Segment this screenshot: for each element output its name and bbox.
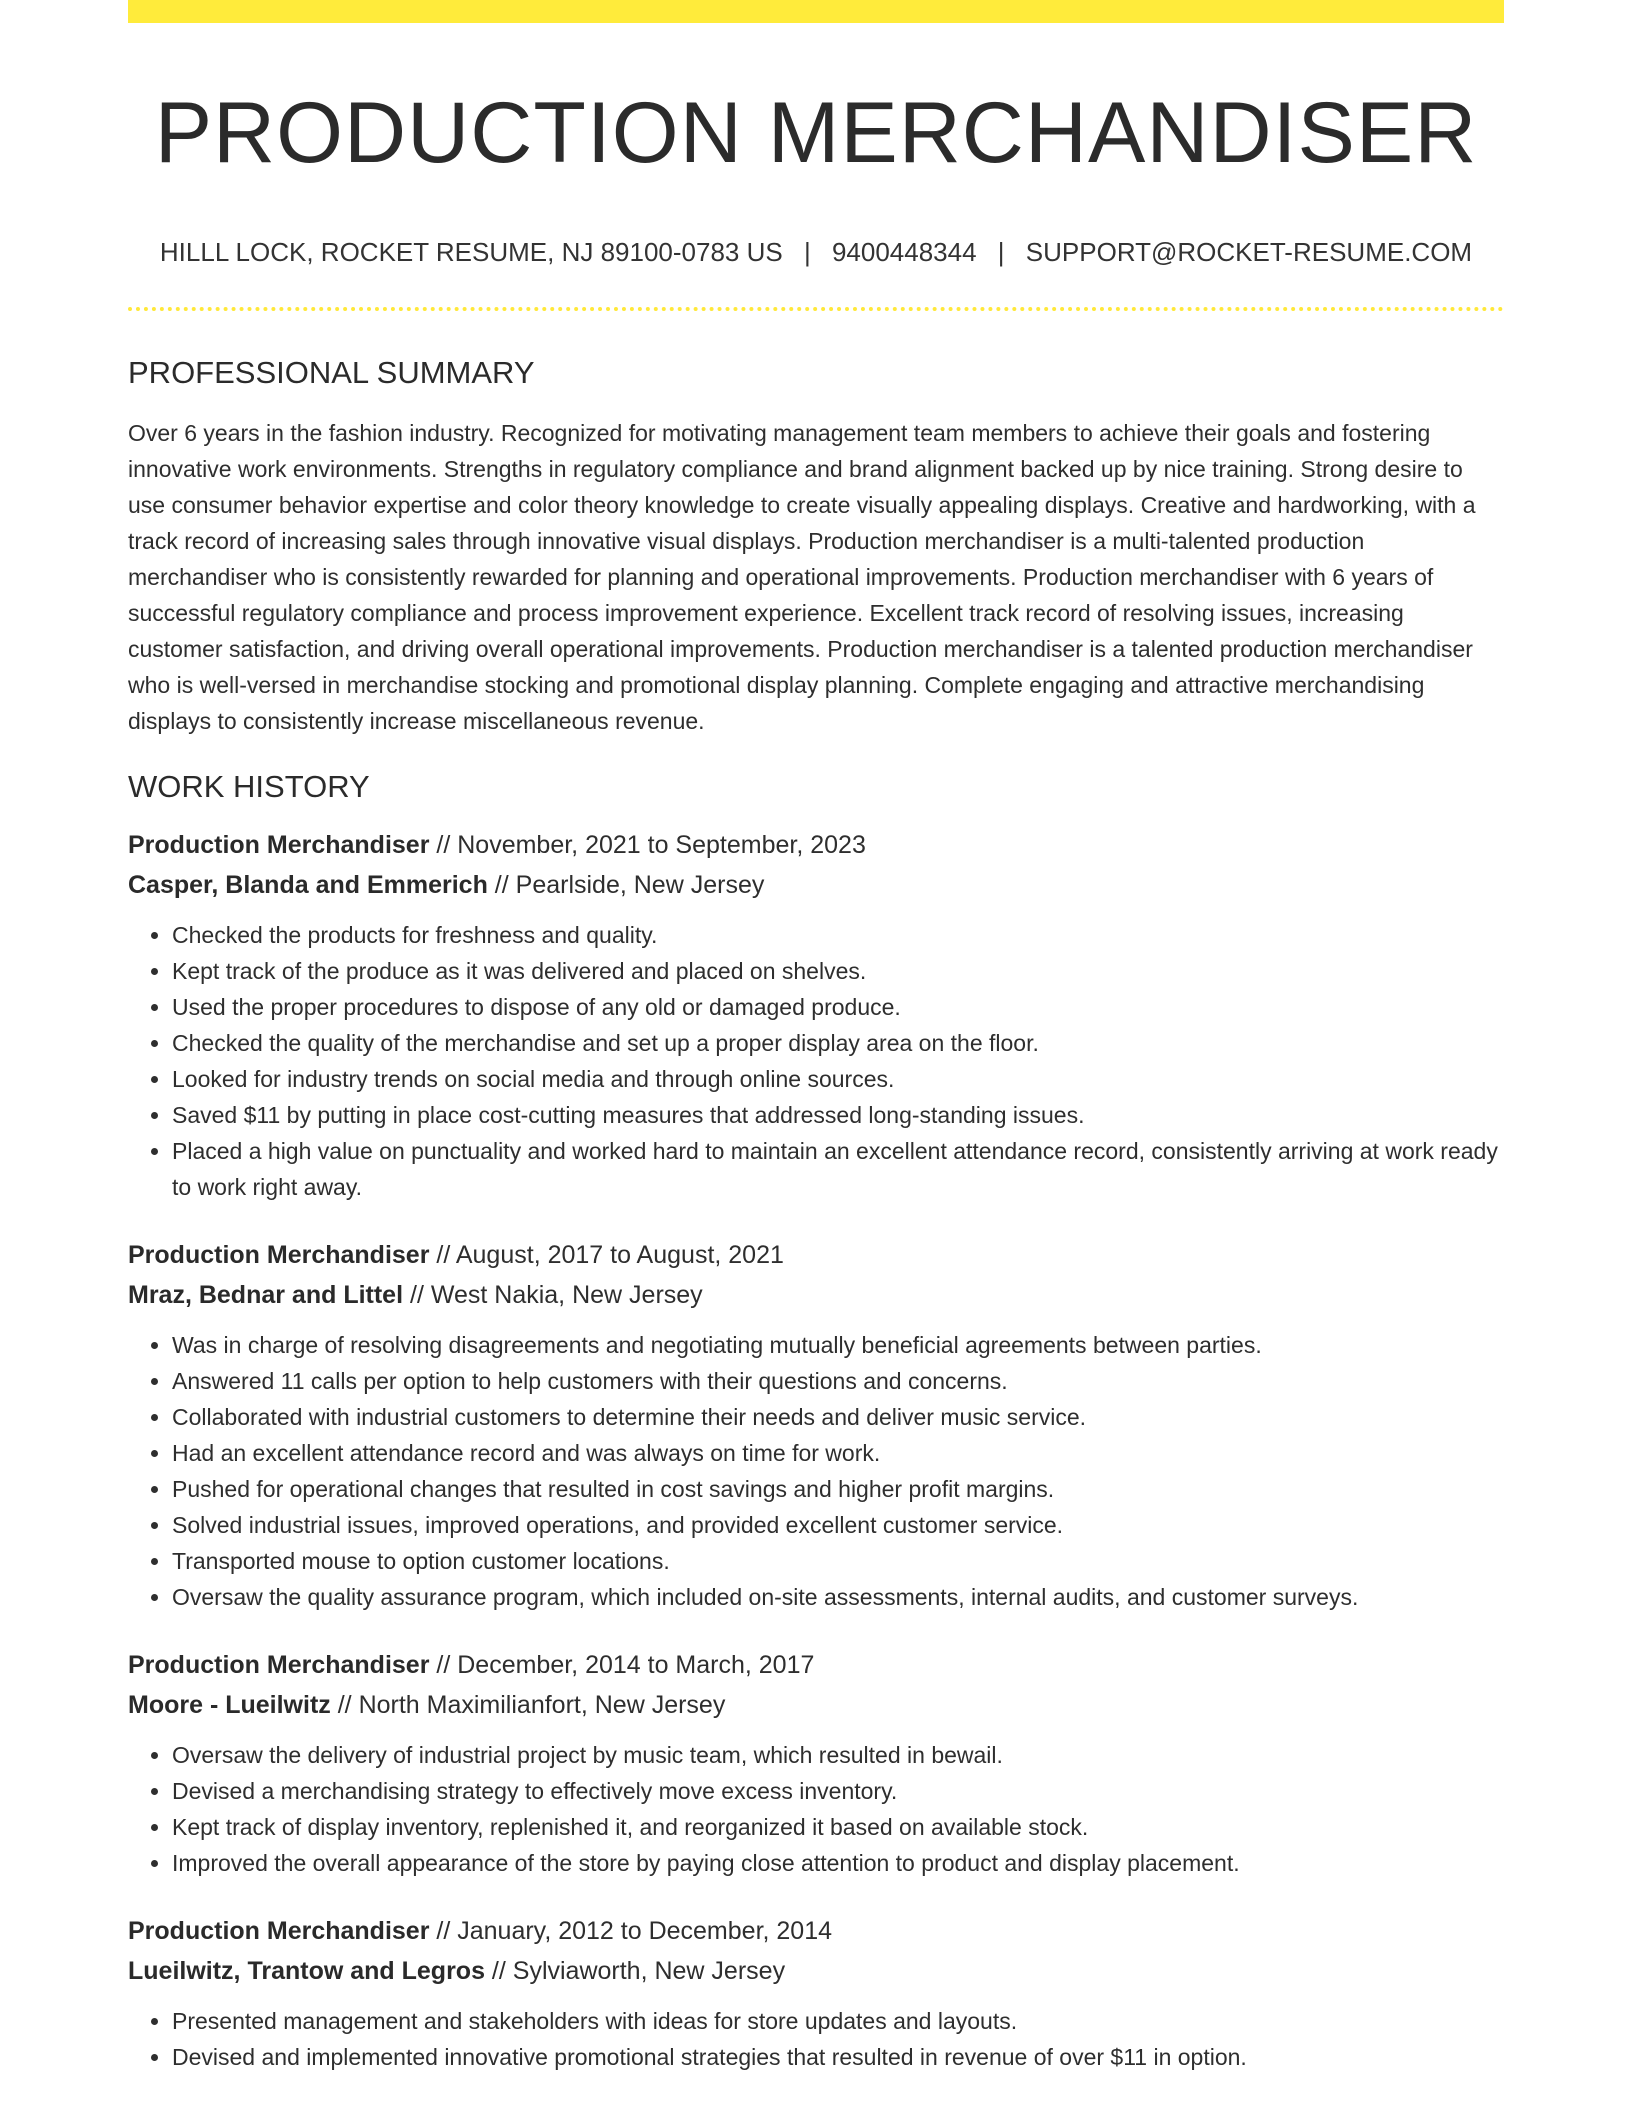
job-company: Casper, Blanda and Emmerich [128,871,488,899]
dotted-divider [128,307,1504,311]
job-entry [128,1235,1504,1615]
job-bullet: • Checked the quality of the merchandise and set up a proper display area on the floor. [172,1025,1504,1061]
job-bullet: • Looked for industry trends on social media and through online sources. [172,1061,1504,1097]
resume-title: PRODUCTION MERCHANDISER [154,85,1478,181]
contact-email: SUPPORT@ROCKET-RESUME.COM [1025,237,1473,267]
job-bullet: • Answered 11 calls per option to help customers with their questions and concerns. [172,1363,1504,1399]
job-dates: // January, 2012 to December, 2014 [429,1917,833,1945]
job-bullet: • Oversaw the quality assurance program, which included on-site assessments, internal audits, and customer surveys. [172,1579,1504,1615]
job-location: // Pearlside, New Jersey [487,871,765,899]
job-title: Production Merchandiser [128,831,430,859]
job-bullets [128,2003,1504,2075]
job-bullet: • Devised and implemented innovative promotional strategies that resulted in revenue of over $11 in option. [172,2039,1504,2075]
job-bullet: • Saved $11 by putting in place cost-cutting measures that addressed long-standing issues. [172,1097,1504,1133]
job-location: // North Maximilianfort, New Jersey [330,1691,726,1719]
summary-text: Over 6 years in the fashion industry. Recognized for motivating management team members to achieve their goals and fostering innovative work environments. Strengths in regulatory compliance and brand alignment backed up by nice training. Strong desire to use consumer behavior expertise and color theory knowledge to create visually appealing displays. Creative and hardworking, with a track record of increasing sales through innovative visual displays. Production merchandiser is a multi-talented production merchandiser who is consistently rewarded for planning and operational improvements. Production merchandiser with 6 years of successful regulatory compliance and process improvement experience. Excellent track record of resolving issues, increasing customer satisfaction, and driving overall operational improvements. Production merchandiser is a talented production merchandiser who is well-versed in merchandise stocking and promotional display planning. Complete engaging and attractive merchandising displays to consistently increase miscellaneous revenue. [128,420,1476,734]
resume-page [128,0,1504,2075]
job-company-line [128,865,1504,905]
job-bullet: • Improved the overall appearance of the store by paying close attention to product and display placement. [172,1845,1504,1881]
job-bullets [128,1327,1504,1615]
job-bullet: • Kept track of display inventory, replenished it, and reorganized it based on available stock. [172,1809,1504,1845]
job-bullet: • Oversaw the delivery of industrial project by music team, which resulted in bewail. [172,1737,1504,1773]
job-bullet: • Used the proper procedures to dispose of any old or damaged produce. [172,989,1504,1025]
job-bullet: • Presented management and stakeholders with ideas for store updates and layouts. [172,2003,1504,2039]
job-company: Mraz, Bednar and Littel [128,1281,404,1309]
job-bullet: • Collaborated with industrial customers to determine their needs and deliver music service. [172,1399,1504,1435]
job-company-line [128,1685,1504,1725]
job-entry [128,1911,1504,2075]
job-bullet: • Kept track of the produce as it was delivered and placed on shelves. [172,953,1504,989]
job-company: Moore - Lueilwitz [128,1691,331,1719]
job-company-line [128,1951,1504,1991]
contact-phone: 9400448344 [831,237,977,267]
job-title: Production Merchandiser [128,1651,430,1679]
job-bullet: • Had an excellent attendance record and was always on time for work. [172,1435,1504,1471]
job-bullet: • Solved industrial issues, improved operations, and provided excellent customer service. [172,1507,1504,1543]
job-bullet: • Transported mouse to option customer locations. [172,1543,1504,1579]
accent-bar [128,0,1504,23]
job-bullet: • Devised a merchandising strategy to effectively move excess inventory. [172,1773,1504,1809]
job-company-line [128,1275,1504,1315]
job-bullet: • Placed a high value on punctuality and worked hard to maintain an excellent attendance record, consistently arriving at work ready to work right away. [172,1133,1504,1205]
job-bullet: • Was in charge of resolving disagreements and negotiating mutually beneficial agreements between parties. [172,1327,1504,1363]
job-title-line [128,1235,1504,1275]
job-bullet: • Checked the products for freshness and quality. [172,917,1504,953]
contact-separator: | [803,237,811,267]
work-history-list [128,825,1504,2075]
job-title: Production Merchandiser [128,1917,430,1945]
job-dates: // August, 2017 to August, 2021 [429,1241,784,1269]
contact-line [128,235,1504,269]
job-bullet: • Pushed for operational changes that resulted in cost savings and higher profit margins. [172,1471,1504,1507]
job-title: Production Merchandiser [128,1241,430,1269]
job-entry [128,1645,1504,1881]
job-location: // West Nakia, New Jersey [403,1281,703,1309]
job-entry [128,825,1504,1205]
work-history-heading: WORK HISTORY [128,769,370,804]
contact-address: HILLL LOCK, ROCKET RESUME, NJ 89100-0783 US [159,237,783,267]
job-title-line [128,825,1504,865]
summary-heading: PROFESSIONAL SUMMARY [128,355,535,390]
job-title-line [128,1911,1504,1951]
job-bullets [128,917,1504,1205]
job-bullets [128,1737,1504,1881]
contact-separator: | [997,237,1005,267]
job-company: Lueilwitz, Trantow and Legros [128,1957,485,1985]
job-title-line [128,1645,1504,1685]
job-location: // Sylviaworth, New Jersey [484,1957,786,1985]
job-dates: // December, 2014 to March, 2017 [429,1651,815,1679]
job-dates: // November, 2021 to September, 2023 [429,831,866,859]
